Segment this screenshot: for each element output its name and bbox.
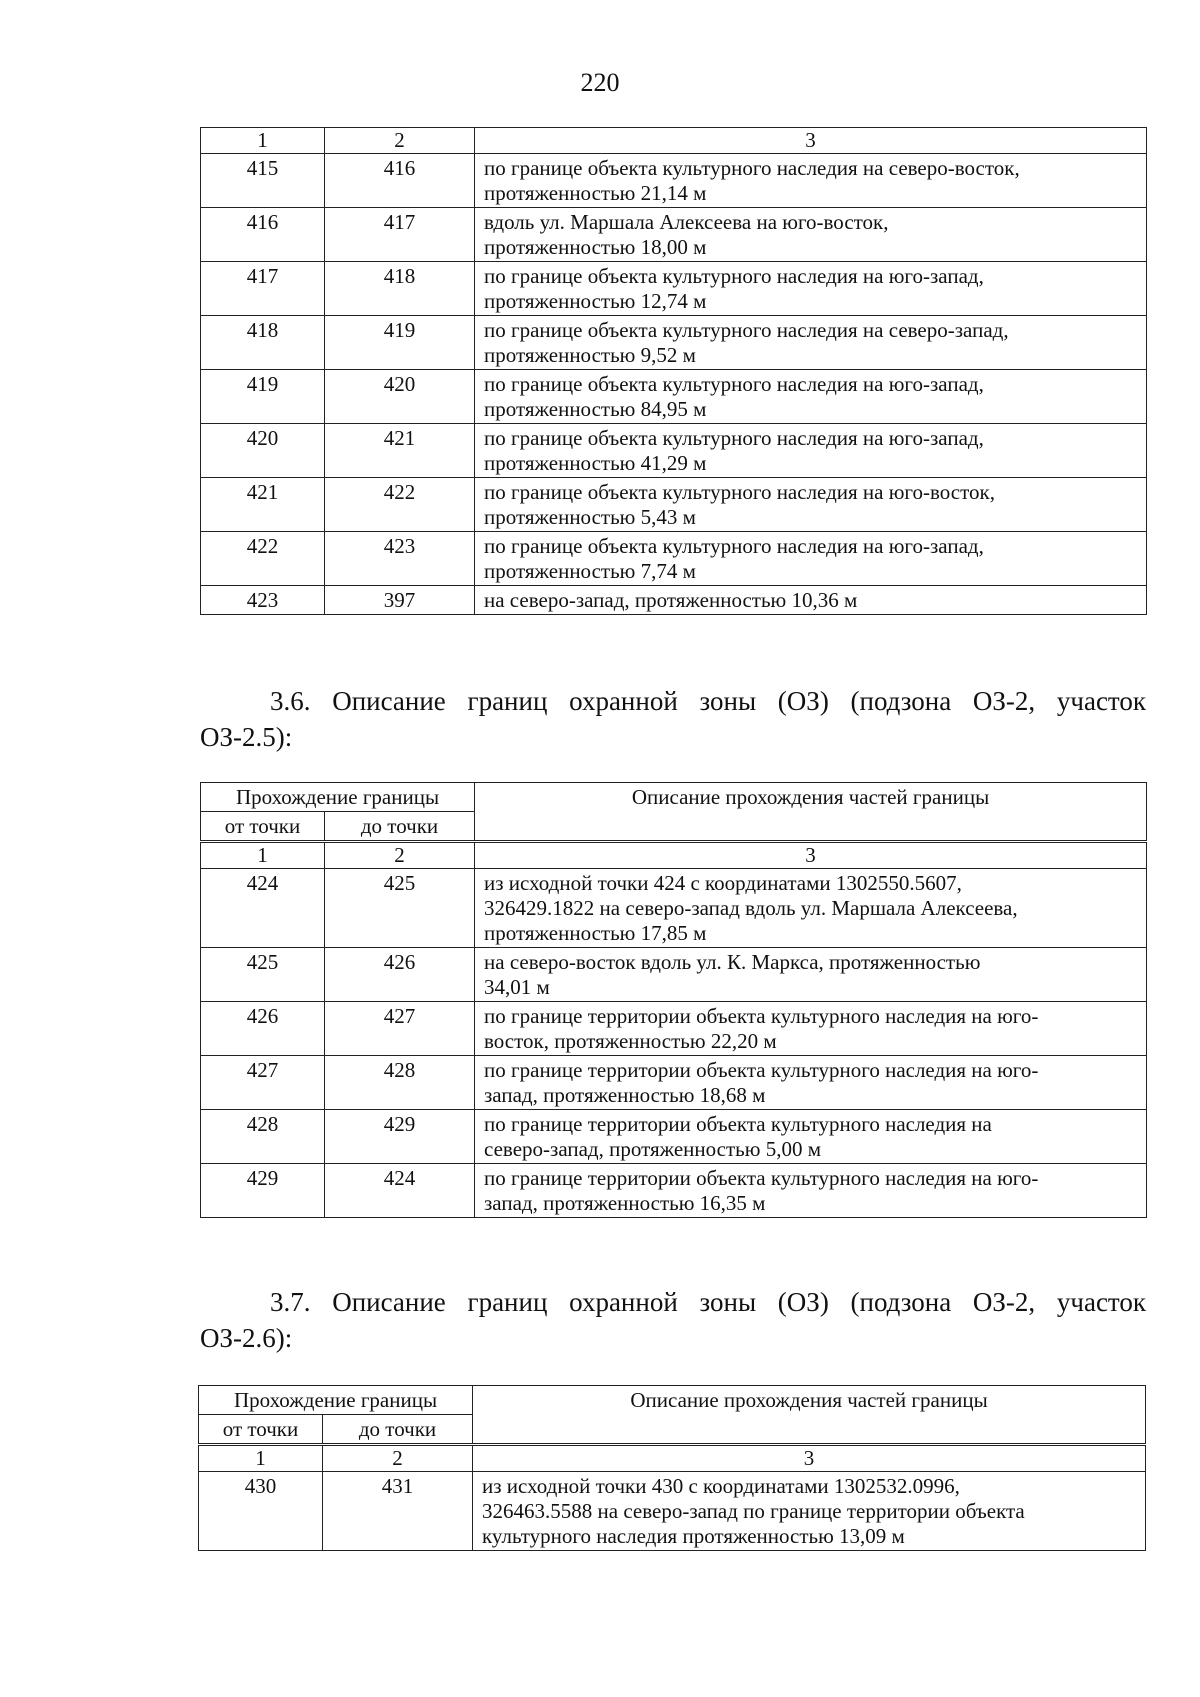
description-line: 326429.1822 на северо-запад вдоль ул. Маршала Алексеева, [484, 896, 1018, 920]
from-point: 421 [201, 478, 325, 532]
description-line: запад, протяженностью 16,35 м [484, 1191, 766, 1215]
column-number-row [199, 1445, 1146, 1472]
from-point: 415 [201, 154, 325, 208]
column-number-2: 2 [323, 1445, 473, 1472]
from-point: 429 [201, 1164, 325, 1218]
table-row [201, 208, 1147, 262]
description-line: по границе объекта культурного наследия на юго-запад, [484, 264, 984, 288]
description-line: протяженностью 17,85 м [484, 921, 707, 945]
description-line: культурного наследия протяженностью 13,09 м [482, 1524, 905, 1548]
to-point: 421 [325, 424, 475, 478]
segment-description [475, 370, 1147, 424]
column-number-1: 1 [201, 842, 325, 869]
segment-description [475, 948, 1147, 1002]
segment-description [475, 208, 1147, 262]
segment-description [475, 478, 1147, 532]
header-from-point: от точки [199, 1415, 323, 1445]
to-point: 416 [325, 154, 475, 208]
boundary-table-continued [200, 127, 1147, 615]
to-point: 397 [325, 586, 475, 615]
description-line: по границе территории объекта культурного наследия на юго- [484, 1166, 1039, 1190]
to-point: 427 [325, 1002, 475, 1056]
to-point: 418 [325, 262, 475, 316]
description-line: протяженностью 18,00 м [484, 235, 707, 259]
header-to-point: до точки [325, 812, 475, 842]
segment-description [475, 1002, 1147, 1056]
column-number-1: 1 [199, 1445, 323, 1472]
to-point: 420 [325, 370, 475, 424]
description-line: протяженностью 5,43 м [484, 505, 696, 529]
description-line: протяженностью 9,52 м [484, 343, 696, 367]
from-point: 425 [201, 948, 325, 1002]
description-line: по границе территории объекта культурного наследия на юго- [484, 1004, 1039, 1028]
from-point: 428 [201, 1110, 325, 1164]
section-heading-3-7 [200, 1284, 1146, 1320]
from-point: 424 [201, 869, 325, 948]
section-heading-text: 3.6. Описание границ охранной зоны (ОЗ) (подзона ОЗ-2, участок [270, 686, 1146, 716]
description-line: протяженностью 21,14 м [484, 181, 707, 205]
segment-description [475, 316, 1147, 370]
description-line: по границе объекта культурного наследия на северо-восток, [484, 156, 1020, 180]
from-point: 427 [201, 1056, 325, 1110]
table-row [201, 262, 1147, 316]
segment-description [475, 1110, 1147, 1164]
segment-description [475, 1056, 1147, 1110]
section-heading-text: 3.7. Описание границ охранной зоны (ОЗ) (подзона ОЗ-2, участок [270, 1287, 1146, 1317]
description-line: по границе территории объекта культурного наследия на юго- [484, 1058, 1039, 1082]
description-line: на северо-запад, протяженностью 10,36 м [484, 588, 858, 612]
table-row [201, 154, 1147, 208]
table-header-row [199, 1386, 1146, 1415]
header-from-point: от точки [201, 812, 325, 842]
segment-description [475, 154, 1147, 208]
table-row [201, 1056, 1147, 1110]
header-boundary-passage: Прохождение границы [199, 1386, 473, 1415]
from-point: 422 [201, 532, 325, 586]
description-line: по границе объекта культурного наследия на юго-запад, [484, 426, 984, 450]
page-number: 220 [580, 68, 620, 97]
description-line: северо-запад, протяженностью 5,00 м [484, 1137, 821, 1161]
column-number-row [201, 842, 1147, 869]
table-row [201, 948, 1147, 1002]
description-line: восток, протяженностью 22,20 м [484, 1029, 777, 1053]
column-number-1: 1 [201, 128, 325, 154]
description-line: вдоль ул. Маршала Алексеева на юго-восток, [484, 210, 889, 234]
description-line: протяженностью 12,74 м [484, 289, 707, 313]
column-number-2: 2 [325, 128, 475, 154]
to-point: 425 [325, 869, 475, 948]
to-point: 428 [325, 1056, 475, 1110]
from-point: 426 [201, 1002, 325, 1056]
to-point: 429 [325, 1110, 475, 1164]
to-point: 422 [325, 478, 475, 532]
table-row [201, 532, 1147, 586]
column-number-3: 3 [475, 842, 1147, 869]
to-point: 423 [325, 532, 475, 586]
table-row [201, 586, 1147, 615]
header-boundary-passage: Прохождение границы [201, 783, 475, 812]
table-header-row [201, 783, 1147, 812]
description-line: по границе объекта культурного наследия на юго-запад, [484, 372, 984, 396]
description-line: по границе территории объекта культурного наследия на [484, 1112, 992, 1136]
description-line: запад, протяженностью 18,68 м [484, 1083, 766, 1107]
table-row [201, 316, 1147, 370]
from-point: 420 [201, 424, 325, 478]
description-line: по границе объекта культурного наследия на юго-восток, [484, 480, 995, 504]
table-row [201, 424, 1147, 478]
description-line: по границе объекта культурного наследия на юго-запад, [484, 534, 984, 558]
description-line: 34,01 м [484, 975, 550, 999]
segment-description [475, 586, 1147, 615]
column-number-3: 3 [473, 1445, 1146, 1472]
header-description: Описание прохождения частей границы [473, 1386, 1146, 1445]
description-line: протяженностью 41,29 м [484, 451, 707, 475]
from-point: 417 [201, 262, 325, 316]
boundary-table-oz-2-5 [200, 782, 1147, 1218]
header-to-point: до точки [323, 1415, 473, 1445]
table-row [199, 1472, 1146, 1551]
description-line: из исходной точки 424 с координатами 1302550.5607, [484, 871, 962, 895]
description-line: 326463.5588 на северо-запад по границе территории объекта [482, 1499, 1025, 1523]
header-description: Описание прохождения частей границы [475, 783, 1147, 842]
table-header-row [201, 128, 1147, 154]
table-row [201, 1002, 1147, 1056]
segment-description [475, 532, 1147, 586]
segment-description [475, 869, 1147, 948]
table-row [201, 1164, 1147, 1218]
table-row [201, 478, 1147, 532]
from-point: 418 [201, 316, 325, 370]
to-point: 417 [325, 208, 475, 262]
to-point: 424 [325, 1164, 475, 1218]
section-heading-3-6-line2: ОЗ-2.5): [200, 722, 293, 752]
column-number-2: 2 [325, 842, 475, 869]
table-row [201, 869, 1147, 948]
from-point: 423 [201, 586, 325, 615]
section-heading-3-6 [200, 683, 1146, 719]
description-line: из исходной точки 430 с координатами 1302532.0996, [482, 1474, 960, 1498]
table-row [201, 1110, 1147, 1164]
description-line: на северо-восток вдоль ул. К. Маркса, протяженностью [484, 950, 981, 974]
segment-description [473, 1472, 1146, 1551]
section-heading-3-7-line2: ОЗ-2.6): [200, 1323, 293, 1353]
boundary-table-oz-2-6 [198, 1385, 1146, 1551]
to-point: 431 [323, 1472, 473, 1551]
segment-description [475, 424, 1147, 478]
from-point: 419 [201, 370, 325, 424]
from-point: 416 [201, 208, 325, 262]
table-row [201, 370, 1147, 424]
to-point: 426 [325, 948, 475, 1002]
to-point: 419 [325, 316, 475, 370]
segment-description [475, 262, 1147, 316]
description-line: протяженностью 84,95 м [484, 397, 707, 421]
description-line: по границе объекта культурного наследия на северо-запад, [484, 318, 1009, 342]
from-point: 430 [199, 1472, 323, 1551]
description-line: протяженностью 7,74 м [484, 559, 696, 583]
segment-description [475, 1164, 1147, 1218]
column-number-3: 3 [475, 128, 1147, 154]
